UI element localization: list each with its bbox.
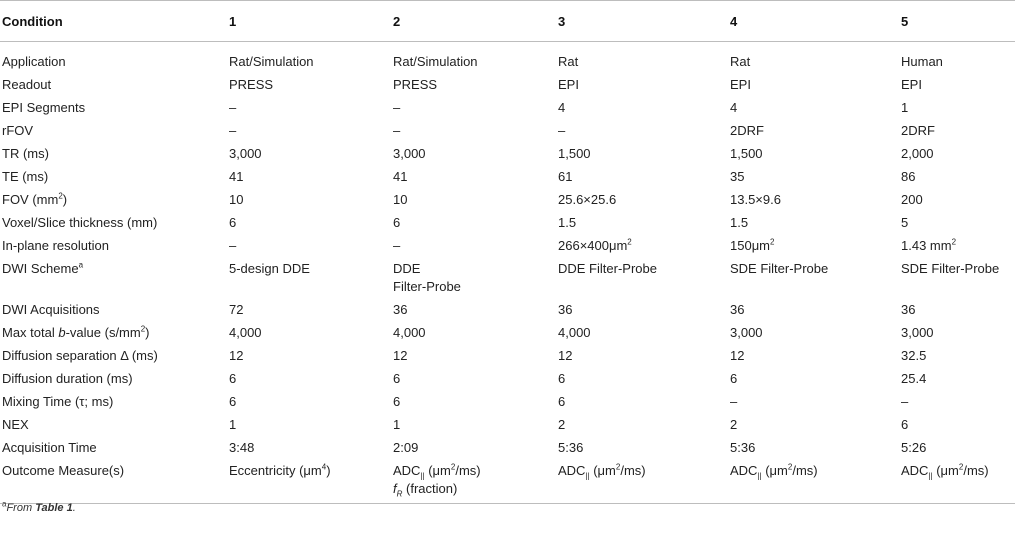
table-cell: 5:36 — [730, 439, 756, 455]
table-cell: 32.5 — [901, 347, 927, 363]
table-row — [0, 166, 1015, 189]
table-cell: PRESS — [229, 76, 274, 92]
table-row — [0, 74, 1015, 97]
table-cell: 2,000 — [901, 145, 934, 161]
table-cell: Human — [901, 54, 943, 69]
table-cell: 6 — [229, 214, 237, 230]
table-cell: – — [901, 393, 909, 409]
table-cell: 5 — [901, 214, 909, 230]
table-cell: – — [229, 237, 237, 253]
table-cell: 200 — [901, 191, 923, 207]
table-cell: 35 — [730, 168, 745, 184]
row-label: rFOV — [2, 122, 34, 138]
row-label: Diffusion duration (ms) — [2, 370, 133, 386]
header-col-2: 2 — [391, 1, 556, 42]
table-cell: 25.4 — [901, 370, 927, 386]
table-cell: 5-design DDE — [229, 260, 310, 276]
table-cell: 3,000 — [229, 145, 262, 161]
table-cell: – — [393, 99, 401, 115]
table-cell: Rat/Simulation — [393, 54, 478, 69]
table-cell: 41 — [393, 168, 408, 184]
row-label: Application — [2, 54, 66, 69]
row-label: DWI Scheme$^a$ — [2, 260, 84, 276]
table-cell: 4,000 — [558, 324, 591, 340]
table-cell: 5:26 — [901, 439, 927, 455]
row-label: Readout — [2, 76, 52, 92]
header-col-5: 5 — [899, 1, 1015, 42]
table-row — [0, 437, 1015, 460]
row-label: FOV $(mm^2)$ — [2, 191, 68, 207]
row-label: DWI Acquisitions — [2, 301, 100, 317]
table-cell: – — [558, 122, 566, 138]
table-cell: $150\mu m^2$ — [730, 237, 775, 253]
row-label: TR (ms) — [2, 145, 49, 161]
table-header-row — [0, 1, 1015, 42]
table-cell: 2:09 — [393, 439, 419, 455]
table-cell: SDE Filter-Probe — [730, 260, 829, 276]
table-row — [0, 120, 1015, 143]
row-label: Diffusion separation Δ (ms) — [2, 347, 158, 363]
table-cell: 36 — [730, 301, 745, 317]
table-cell: Rat — [730, 54, 751, 69]
table-cell: 6 — [229, 370, 237, 386]
table-cell: EPI — [901, 76, 922, 92]
table-cell: $ADC_{||}$ $(\mu m^2/ms)$ — [556, 460, 728, 504]
table-cell: 4 — [558, 99, 566, 115]
table-cell: 4 — [730, 99, 738, 115]
table-row — [0, 143, 1015, 166]
table-row — [0, 322, 1015, 345]
table-row — [0, 460, 1015, 504]
table-cell: 1.5 — [730, 214, 749, 230]
table-cell: Rat — [558, 54, 579, 69]
table-row — [0, 42, 1015, 74]
table-cell: 41 — [229, 168, 244, 184]
table-cell: 12 — [229, 347, 244, 363]
row-label: Voxel/Slice thickness (mm) — [2, 214, 158, 230]
table-cell: 86 — [901, 168, 916, 184]
table-cell: 1 — [393, 416, 401, 432]
table-reference-link[interactable]: Table 1 — [35, 502, 73, 514]
table-cell: 6 — [901, 416, 909, 432]
table-cell: $266\times 400\mu m^2$ — [558, 237, 632, 253]
table-cell: SDE Filter-Probe — [901, 260, 1000, 276]
table-cell: 6 — [558, 393, 566, 409]
row-label: In-plane resolution — [2, 237, 109, 253]
table-row — [0, 258, 1015, 299]
table-cell: 36 — [901, 301, 916, 317]
table-cell: 4,000 — [229, 324, 262, 340]
table-cell: 6 — [393, 214, 401, 230]
table-row — [0, 189, 1015, 212]
table-cell: 10 — [229, 191, 244, 207]
table-cell: 36 — [558, 301, 573, 317]
table-cell: 1.43 $mm^2$ — [901, 237, 957, 253]
table-row — [0, 299, 1015, 322]
table-cell: 3,000 — [901, 324, 934, 340]
table-cell: 10 — [393, 191, 408, 207]
table-row — [0, 235, 1015, 258]
table-row — [0, 391, 1015, 414]
table-cell: 5:36 — [558, 439, 584, 455]
row-label: Acquisition Time — [2, 439, 97, 455]
table-cell: 25.6×25.6 — [558, 191, 617, 207]
table-cell: 6 — [393, 393, 401, 409]
row-label: NEX — [2, 416, 29, 432]
table-cell: – — [730, 393, 738, 409]
table-cell: 12 — [393, 347, 408, 363]
table-cell: 1 — [901, 99, 909, 115]
table-cell: 6 — [229, 393, 237, 409]
row-label: Mixing Time (τ; ms) — [2, 393, 114, 409]
table-cell: DDE Filter-Probe — [558, 260, 657, 276]
row-label: Outcome Measure(s) — [0, 460, 227, 504]
table-cell: DDE Filter-Probe — [393, 260, 461, 294]
table-cell: 13.5×9.6 — [730, 191, 781, 207]
table-cell: $ADC_{||}$ $(\mu m^2/ms)$ — [728, 460, 899, 504]
table-cell: 2 — [558, 416, 566, 432]
header-condition: Condition — [0, 1, 227, 42]
table-cell: 2DRF — [901, 122, 935, 138]
table-row — [0, 212, 1015, 235]
header-col-1: 1 — [227, 1, 391, 42]
table-row — [0, 97, 1015, 120]
row-label: Max total b-value $(s/mm^2)$ — [2, 324, 150, 340]
table-cell: 6 — [558, 370, 566, 386]
table-cell: PRESS — [393, 76, 438, 92]
table-cell: 72 — [229, 301, 244, 317]
table-row — [0, 414, 1015, 437]
table-cell: $ADC_{||}$ $(\mu m^2/ms)$ — [899, 460, 1015, 504]
table-cell: EPI — [730, 76, 751, 92]
table-cell: 1 — [229, 416, 237, 432]
table-cell: $ADC_{||}$ $(\mu m^2/ms)$ $f_R$ (fraction) — [391, 460, 556, 504]
table-cell: 3:48 — [229, 439, 255, 455]
table-cell: – — [393, 237, 401, 253]
table-cell: 1.5 — [558, 214, 577, 230]
row-label: TE (ms) — [2, 168, 49, 184]
table-cell: 6 — [393, 370, 401, 386]
header-col-4: 4 — [728, 1, 899, 42]
table-cell: Rat/Simulation — [229, 54, 314, 69]
table-cell: 12 — [730, 347, 745, 363]
table-footnote: $^a$From Table 1. — [2, 499, 76, 514]
table-cell: 4,000 — [393, 324, 426, 340]
table-cell: 3,000 — [393, 145, 426, 161]
table-row — [0, 368, 1015, 391]
table-row — [0, 345, 1015, 368]
table-cell: Eccentricity $(\mu m^4)$ — [227, 460, 391, 504]
table-cell: – — [229, 122, 237, 138]
table-cell: 12 — [558, 347, 573, 363]
header-col-3: 3 — [556, 1, 728, 42]
table-cell: – — [229, 99, 237, 115]
table-cell: – — [393, 122, 401, 138]
table-cell: 36 — [393, 301, 408, 317]
table-cell: EPI — [558, 76, 579, 92]
table-cell: 61 — [558, 168, 573, 184]
table-cell: 1,500 — [730, 145, 763, 161]
table-cell: 6 — [730, 370, 738, 386]
row-label: EPI Segments — [2, 99, 86, 115]
table-cell: 2 — [730, 416, 738, 432]
table-cell: 1,500 — [558, 145, 591, 161]
table-cell: 2DRF — [730, 122, 764, 138]
table-cell: 3,000 — [730, 324, 763, 340]
